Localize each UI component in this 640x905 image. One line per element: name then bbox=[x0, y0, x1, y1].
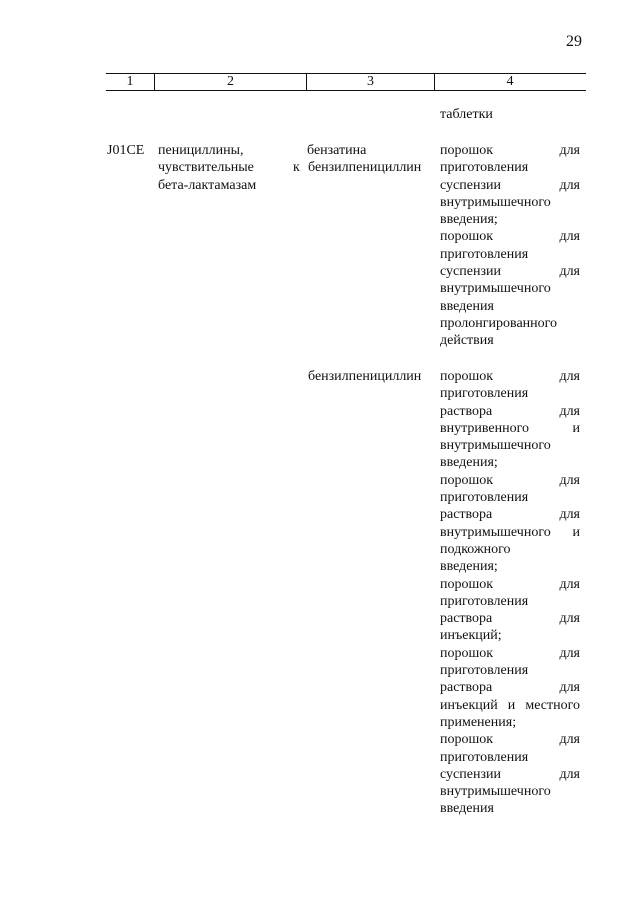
dosage-form-line: суспензии для bbox=[440, 177, 580, 193]
dosage-form-line: приготовления bbox=[440, 593, 529, 609]
drug-name-line: бензатина bbox=[307, 143, 367, 158]
dosage-form-line: раствора для bbox=[440, 403, 580, 419]
drug-name-preposition: к bbox=[293, 160, 300, 175]
column-header-4: 4 bbox=[506, 74, 514, 89]
dosage-forms bbox=[440, 142, 580, 350]
page-number: 29 bbox=[566, 33, 582, 50]
dosage-form-line: действия bbox=[440, 333, 494, 349]
dosage-form-line: порошок для bbox=[440, 369, 580, 384]
dosage-form-line: инъекций; bbox=[440, 628, 502, 644]
dosage-form-line: внутримышечного bbox=[440, 281, 551, 297]
dosage-form-line: раствора для bbox=[440, 507, 580, 523]
dosage-form-line: порошок для bbox=[440, 143, 580, 158]
dosage-forms bbox=[440, 368, 580, 818]
dosage-form-line: внутримышечного bbox=[440, 784, 551, 800]
dosage-form-line: порошок для bbox=[440, 732, 580, 748]
dosage-form-line: порошок для bbox=[440, 472, 580, 488]
dosage-form-line: порошок для bbox=[440, 576, 580, 592]
dosage-form-line: раствора для bbox=[440, 611, 580, 627]
dosage-form-line: введения bbox=[440, 298, 494, 314]
group-line: бета-лактамазам bbox=[158, 177, 257, 193]
drug-name bbox=[293, 142, 433, 182]
column-header-3: 3 bbox=[367, 74, 374, 89]
dosage-form-line: инъекций и местного bbox=[440, 697, 580, 713]
dosage-form-line: введения bbox=[440, 801, 494, 817]
column-header-2: 2 bbox=[227, 74, 234, 89]
atc-code: J01CE bbox=[107, 143, 145, 158]
dosage-form-line: применения; bbox=[440, 714, 517, 730]
dosage-form-line: внутримышечного и bbox=[440, 524, 580, 540]
table-header-bottom-rule bbox=[106, 90, 586, 91]
dosage-form-line: раствора для bbox=[440, 680, 580, 696]
column-header-1: 1 bbox=[126, 74, 134, 89]
dosage-form-line: суспензии для bbox=[440, 264, 580, 280]
dosage-form-line: подкожного bbox=[440, 541, 511, 557]
dosage-form-line: введения; bbox=[440, 455, 498, 471]
group-line: пенициллины, bbox=[158, 143, 244, 158]
dosage-form-line: введения; bbox=[440, 212, 498, 228]
dosage-form-line: порошок для bbox=[440, 645, 580, 661]
dosage-form-line: таблетки bbox=[440, 107, 493, 122]
group-line: чувствительные bbox=[158, 160, 254, 176]
dosage-form-line: внутримышечного bbox=[440, 438, 551, 454]
dosage-form-line: приготовления bbox=[440, 246, 529, 262]
dosage-form-line: приготовления bbox=[440, 749, 529, 765]
dosage-form-line: порошок для bbox=[440, 229, 580, 245]
dosage-form-line: приготовления bbox=[440, 490, 529, 506]
drug-name-line: бензилпенициллин bbox=[308, 160, 422, 175]
dosage-forms-continued bbox=[440, 106, 583, 123]
dosage-form-line: приготовления bbox=[440, 386, 529, 402]
dosage-form-line: введения; bbox=[440, 559, 498, 575]
pharmacological-group bbox=[158, 142, 304, 194]
dosage-form-line: приготовления bbox=[440, 160, 529, 176]
dosage-form-line: внутримышечного bbox=[440, 194, 551, 210]
dosage-form-line: пролонгированного bbox=[440, 315, 558, 331]
dosage-form-line: внутривенного и bbox=[440, 420, 580, 436]
dosage-form-line: суспензии для bbox=[440, 766, 580, 782]
dosage-form-line: приготовления bbox=[440, 663, 529, 679]
drug-name: бензилпенициллин bbox=[308, 369, 422, 384]
